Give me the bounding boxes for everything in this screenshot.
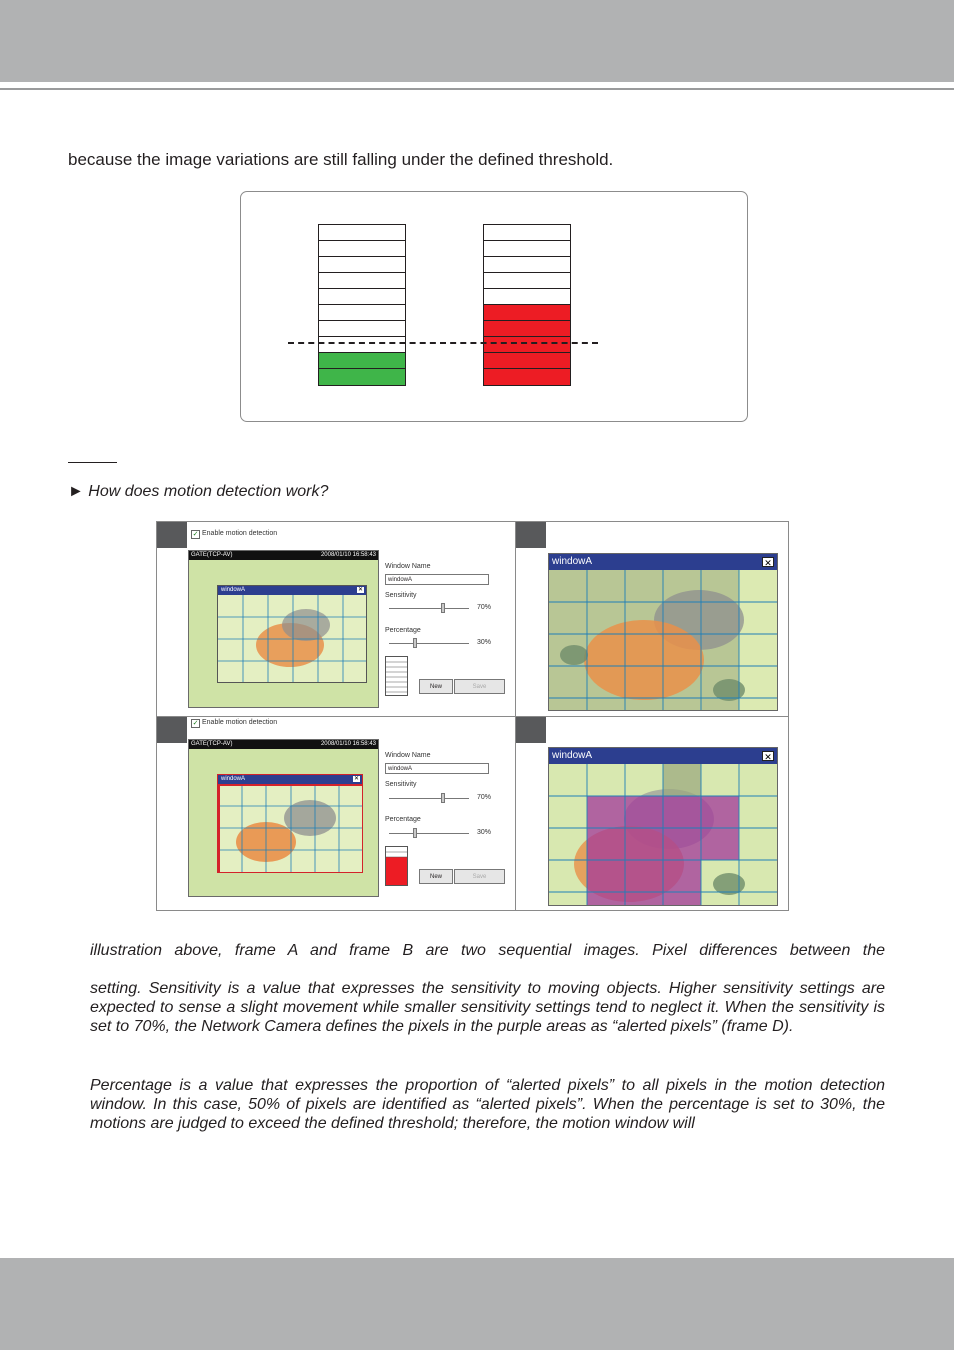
sensitivity-value: 70% — [477, 604, 492, 611]
bar-cell — [483, 256, 571, 272]
bar-cell — [318, 336, 406, 352]
bar-cell — [483, 304, 571, 320]
camera-title-bar — [189, 740, 378, 749]
bar-cell — [318, 320, 406, 336]
bar-cell — [483, 336, 571, 352]
bar-cell — [483, 224, 571, 240]
sensitivity-value: 70% — [477, 794, 492, 801]
bar-cell — [318, 352, 406, 368]
frame-b-tab — [516, 522, 546, 548]
bar-cell — [483, 352, 571, 368]
motion-grid — [218, 784, 363, 873]
percentage-label: Percentage — [385, 816, 421, 823]
frame-a-tab — [157, 522, 187, 548]
sensitivity-thumb[interactable] — [441, 603, 445, 613]
camera-source: GATE(TCP-AV) — [191, 741, 233, 747]
bar-cell — [483, 320, 571, 336]
percentage-slider[interactable] — [389, 833, 469, 834]
percentage-value: 30% — [477, 639, 492, 646]
frame-d-tab — [516, 717, 546, 743]
close-icon[interactable]: ✕ — [762, 557, 774, 567]
bar-cell — [483, 288, 571, 304]
frame-b-grid — [549, 570, 778, 711]
camera-view — [188, 550, 379, 708]
bar-cell — [318, 368, 406, 386]
new-button[interactable]: New — [419, 679, 453, 694]
frame-b-title: windowA — [549, 554, 777, 570]
sensitivity-slider[interactable] — [389, 798, 469, 799]
percentage-slider[interactable] — [389, 643, 469, 644]
sensitivity-label: Sensitivity — [385, 781, 417, 788]
percentage-thumb[interactable] — [413, 828, 417, 838]
frame-d-title: windowA — [549, 748, 777, 764]
bar-cell — [483, 240, 571, 256]
footnote-rule — [68, 462, 117, 463]
bar-cell — [483, 368, 571, 386]
motion-window-alerted[interactable] — [217, 774, 363, 873]
paragraph-frames: illustration above, frame A and frame B are two sequential images. Pixel differences between the — [90, 942, 885, 959]
close-icon[interactable]: ✕ — [357, 587, 364, 593]
motion-grid — [218, 595, 367, 683]
alert-meter-filled — [385, 846, 408, 886]
enable-label: Enable motion detection — [202, 530, 278, 537]
motion-window[interactable] — [217, 585, 367, 683]
window-name-label: Window Name — [385, 563, 431, 570]
intro-line: because the image variations are still falling under the defined threshold. — [68, 150, 614, 169]
motion-window-title: windowA — [218, 775, 362, 784]
page-footer-band — [0, 1258, 954, 1350]
new-button[interactable]: New — [419, 869, 453, 884]
frame-c-tab — [157, 717, 187, 743]
sensitivity-label: Sensitivity — [385, 592, 417, 599]
percentage-label: Percentage — [385, 627, 421, 634]
window-name-field[interactable]: windowA — [385, 763, 489, 774]
save-button[interactable]: Save — [454, 869, 505, 884]
save-button[interactable]: Save — [454, 679, 505, 694]
green-bar-column — [318, 224, 406, 386]
frame-b-window — [548, 553, 778, 711]
paragraph-percentage: Percentage is a value that expresses the proportion of “alerted pixels” to all pixels in the motion detection window. In this case, 50% of pixels are identified as “alerted pixels”. When the percentage is set to 30%, the motions are judged to exceed the defined threshold; therefore, the motion window will — [90, 1077, 885, 1132]
red-bar-column — [483, 224, 571, 386]
enable-label: Enable motion detection — [202, 719, 278, 726]
motion-detection-figure — [156, 521, 789, 911]
sensitivity-thumb[interactable] — [441, 793, 445, 803]
camera-timestamp: 2008/01/10 16:58:43 — [320, 741, 376, 747]
enable-checkbox[interactable]: ✓ — [192, 720, 199, 727]
close-icon[interactable]: ✕ — [353, 776, 360, 782]
window-name-field[interactable]: windowA — [385, 574, 489, 585]
bar-cell — [318, 256, 406, 272]
frame-d-grid — [549, 764, 778, 906]
figure-divider-horizontal — [157, 716, 788, 717]
bar-cell — [318, 304, 406, 320]
enable-checkbox[interactable]: ✓ — [192, 531, 199, 538]
percentage-thumb[interactable] — [413, 638, 417, 648]
close-icon[interactable]: ✕ — [762, 751, 774, 761]
camera-view — [188, 739, 379, 897]
camera-title-bar — [189, 551, 378, 560]
camera-timestamp: 2008/01/10 16:58:43 — [320, 552, 376, 558]
sensitivity-slider[interactable] — [389, 608, 469, 609]
question-heading: ► How does motion detection work? — [68, 483, 329, 500]
page-header-band — [0, 0, 954, 82]
frame-d-window — [548, 747, 778, 906]
bar-cell — [318, 288, 406, 304]
paragraph-sensitivity: setting. Sensitivity is a value that expresses the sensitivity to moving objects. Higher sensitivity settings are expected to sense a slight movement while smaller sensitivity settings tend to neglect it. When the sensitivity is set to 70%, the Network Camera defines the pixels in the purple areas as “alerted pixels” (frame D). — [90, 980, 885, 1035]
bar-cell — [318, 240, 406, 256]
bar-cell — [318, 272, 406, 288]
alert-meter — [385, 656, 408, 696]
threshold-dashed-line — [288, 342, 598, 344]
motion-window-title: windowA — [218, 586, 366, 595]
window-name-label: Window Name — [385, 752, 431, 759]
bar-cell — [318, 224, 406, 240]
percentage-value: 30% — [477, 829, 492, 836]
bar-cell — [483, 272, 571, 288]
header-rule — [0, 88, 954, 90]
camera-source: GATE(TCP-AV) — [191, 552, 233, 558]
